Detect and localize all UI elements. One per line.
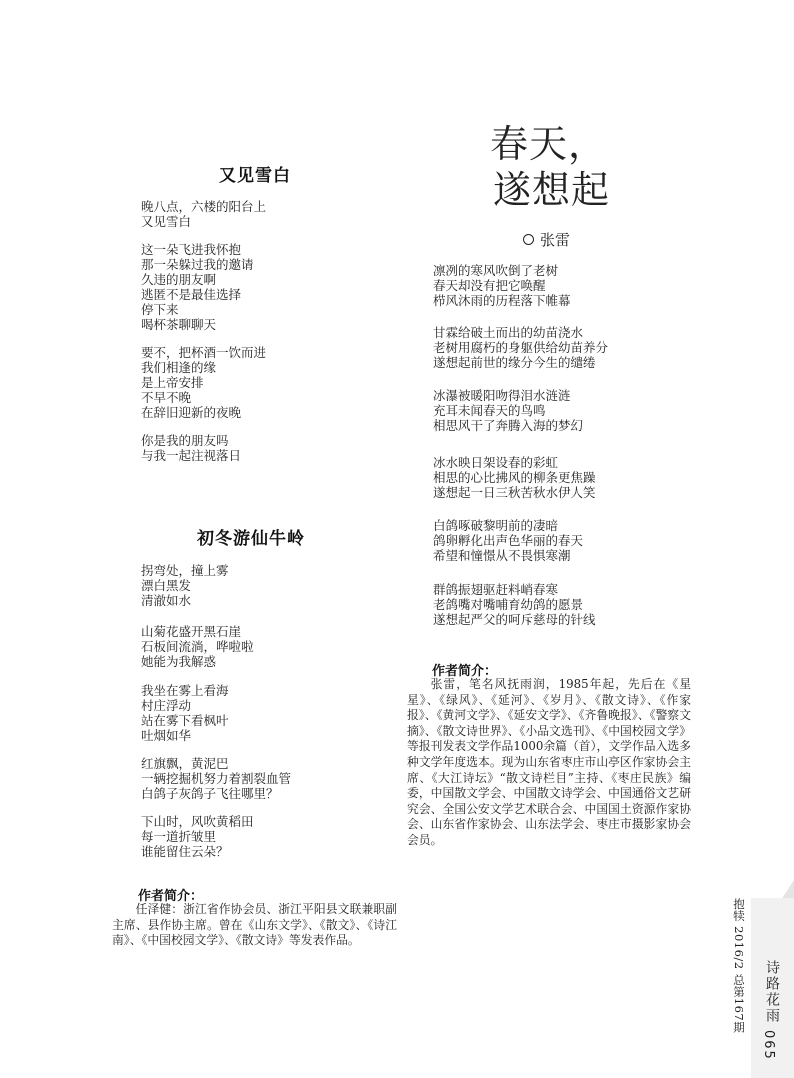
poem-line: 下山时，风吹黄稻田	[141, 814, 254, 829]
bio-text: 张雷，笔名风抚雨润，1985年起，先后在《星星》、《绿风》、《延河》、《岁月》、《散文诗》、《作家报》、《黄河文学》、《延安文学》、《齐鲁晚报》、《警察文摘》、《散文诗世界》、《小品文选刊》、《中国校园文学》等报刊发表文学作品1000余篇（首），文学作品入选多种文学年度选本。现为山东省枣庄市山亭区作家协会主席、《大江诗坛》“散文诗栏目”主持、《枣庄民族》编委，中国散文学会、中国散文诗学会、中国通俗文艺研究会、全国公安文学艺术联合会、中国国土资源作家协会、山东省作家协会、山东法学会、枣庄市摄影家协会会员。	[407, 677, 691, 847]
poem-line: 相思风干了奔腾入海的梦幻	[433, 418, 584, 433]
poem-line: 她能为我解惑	[141, 654, 217, 669]
poem-line: 白鸽啄破黎明前的凄暗	[433, 518, 559, 533]
poem-line: 春天却没有把它唤醒	[433, 278, 546, 293]
stanza	[433, 388, 583, 433]
stanza	[141, 433, 241, 463]
poem-line: 群鸽振翅驱赶料峭春寒	[433, 582, 559, 597]
poem-line: 相思的心比拂风的柳条更焦躁	[433, 470, 596, 485]
poem-line: 甘霖给破土而出的幼苗浇水	[433, 325, 584, 340]
bio-heading: 作者简介：	[138, 889, 204, 904]
stanza	[141, 814, 254, 859]
poem-line: 逃匿不是最佳选择	[141, 287, 242, 302]
poem-line: 每一道折皱里	[141, 829, 217, 844]
poem-line: 冰瀑被暖阳吻得泪水涟涟	[433, 388, 571, 403]
stanza	[433, 263, 571, 308]
poem-line: 白鸽子灰鸽子飞往哪里？	[141, 786, 279, 801]
poem-line: 凛冽的寒风吹倒了老树	[433, 263, 559, 278]
poem-line: 吐烟如华	[141, 728, 192, 743]
poem-line: 冰水映日架设春的彩虹	[433, 455, 559, 470]
journal-info: 抱犊 2016/2 总第167期	[732, 898, 746, 1034]
poem-line: 漂白黑发	[141, 578, 192, 593]
poem-line: 这一朵飞进我怀抱	[141, 242, 242, 257]
poem-line: 一辆挖掘机努力着割裂血管	[141, 771, 292, 786]
poem-line: 红旗飘，黄泥巴	[141, 756, 229, 771]
author-name: 张雷	[540, 231, 571, 249]
poem-line: 我坐在雾上看海	[141, 683, 229, 698]
poem-title: 又见雪白	[219, 166, 291, 186]
circle-icon	[523, 234, 534, 245]
poem-line: 谁能留住云朵？	[141, 844, 229, 859]
poem-line: 晚八点，六楼的阳台上	[141, 199, 267, 214]
column-name: 诗路花雨	[764, 960, 780, 1024]
stanza	[433, 518, 583, 563]
stanza	[141, 199, 266, 229]
article-title-line-2: 遂想起	[493, 168, 611, 212]
author-byline	[523, 229, 570, 250]
poem-line: 石板间流淌，哗啦啦	[141, 639, 254, 654]
stanza	[141, 563, 229, 608]
poem-line: 遂想起前世的缘分今生的缱绻	[433, 355, 596, 370]
bio-heading: 作者简介：	[432, 664, 498, 679]
poem-line: 山菊花盛开黑石崖	[141, 624, 242, 639]
poem-line: 站在雾下看枫叶	[141, 713, 229, 728]
poem-line: 老树用腐朽的身躯供给幼苗养分	[433, 340, 609, 355]
stanza	[433, 325, 608, 370]
poem-line: 我们相逢的缘	[141, 360, 217, 375]
poem-line: 清澈如水	[141, 593, 192, 608]
poem-line: 村庄浮动	[141, 698, 192, 713]
poem-line: 不早不晚	[141, 390, 192, 405]
stanza	[141, 242, 254, 332]
stanza	[141, 624, 254, 669]
poem-line: 与我一起注视落日	[141, 448, 242, 463]
poem-line: 遂想起一日三秋苦秋水伊人笑	[433, 485, 596, 500]
poem-line: 喝杯茶聊聊天	[141, 317, 217, 332]
bio-text: 任泽健：浙江省作协会员、浙江平阳县文联兼职副主席、县作协主席。曾在《山东文学》、《散文》、《诗江南》、《中国校园文学》、《散文诗》等发表作品。	[112, 902, 397, 948]
poem-line: 你是我的朋友吗	[141, 433, 229, 448]
stanza	[141, 756, 291, 801]
poem-line: 遂想起严父的呵斥慈母的针线	[433, 612, 596, 627]
poem-line: 老鸽嘴对嘴哺育幼鸽的愿景	[433, 597, 584, 612]
poem-line: 又见雪白	[141, 214, 192, 229]
poem-line: 充耳未闻春天的鸟鸣	[433, 403, 546, 418]
page-number: 065	[761, 1030, 776, 1061]
poem-line: 希望和憧憬从不畏惧寒潮	[433, 548, 571, 563]
stanza	[141, 345, 266, 420]
article-title-line-1: 春天，	[490, 122, 608, 166]
poem-line: 那一朵躲过我的邀请	[141, 257, 254, 272]
poem-line: 要不，把杯酒一饮而进	[141, 345, 267, 360]
stanza	[141, 683, 229, 743]
poem-line: 鸽卵孵化出声色华丽的春天	[433, 533, 584, 548]
poem-title: 初冬游仙牛岭	[197, 529, 305, 549]
poem-line: 在辞旧迎新的夜晚	[141, 405, 242, 420]
stanza	[433, 455, 596, 500]
poem-line: 是上帝安排	[141, 375, 204, 390]
poem-line: 久违的朋友啊	[141, 272, 217, 287]
poem-line: 拐弯处，撞上雾	[141, 563, 229, 578]
poem-line: 栉风沐雨的历程落下帷幕	[433, 293, 571, 308]
stanza	[433, 582, 596, 627]
poem-line: 停下来	[141, 302, 179, 317]
